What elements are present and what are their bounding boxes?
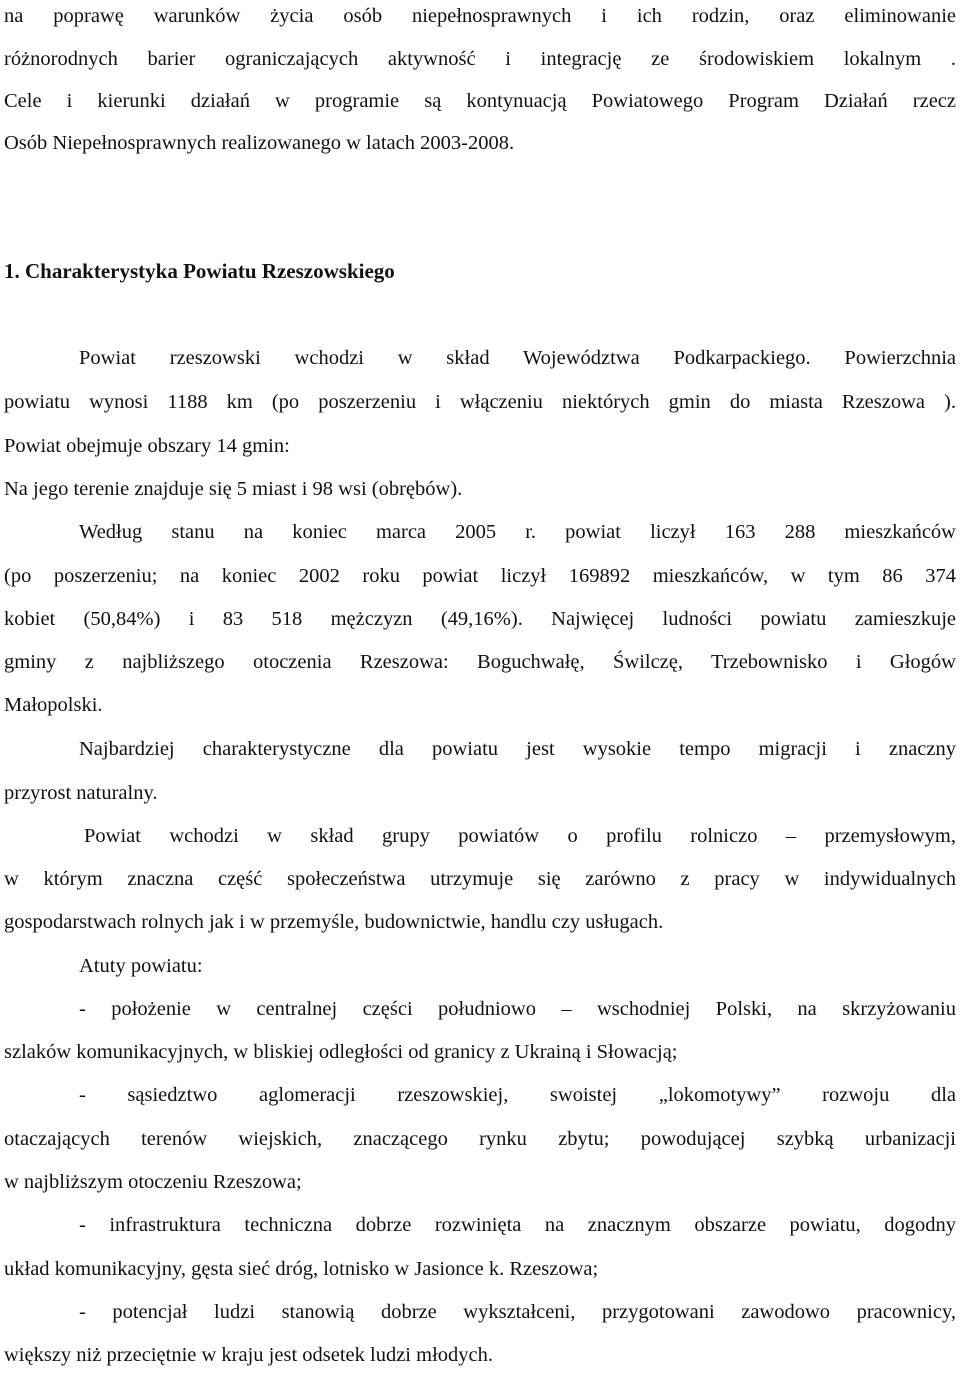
list-item-line: - potencjał ludzi stanowią dobrze wykształceni, przygotowani zawodowo pracownicy, — [79, 1301, 956, 1323]
intro-line: Cele i kierunki działań w programie są kontynuacją Powiatowego Program Działań rzecz — [4, 90, 956, 112]
list-item-line: w najbliższym otoczeniu Rzeszowa; — [4, 1171, 302, 1193]
list-item-line: układ komunikacyjny, gęsta sieć dróg, lotnisko w Jasionce k. Rzeszowa; — [4, 1258, 599, 1280]
list-item-line: - infrastruktura techniczna dobrze rozwinięta na znacznym obszarze powiatu, dogodny — [79, 1214, 956, 1236]
paragraph-line: kobiet (50,84%) i 83 518 mężczyzn (49,16%). Najwięcej ludności powiatu zamieszkuje — [4, 608, 956, 630]
paragraph-line: Na jego terenie znajduje się 5 miast i 98 wsi (obrębów). — [4, 478, 463, 500]
paragraph-line: gospodarstwach rolnych jak i w przemyśle, budownictwie, handlu czy usługach. — [4, 911, 664, 933]
list-item-line: szlaków komunikacyjnych, w bliskiej odległości od granicy z Ukrainą i Słowacją; — [4, 1041, 678, 1063]
list-item-line: - położenie w centralnej części południowo – wschodniej Polski, na skrzyżowaniu — [79, 998, 956, 1020]
paragraph-line: Małopolski. — [4, 694, 103, 716]
list-item-line: otaczających terenów wiejskich, znaczącego rynku zbytu; powodującej szybką urbanizacji — [4, 1128, 956, 1150]
paragraph-line: powiatu wynosi 1188 km (po poszerzeniu i włączeniu niektórych gmin do miasta Rzeszowa ). — [4, 391, 956, 413]
section-heading: 1. Charakterystyka Powiatu Rzeszowskiego — [4, 259, 395, 283]
paragraph-line: Według stanu na koniec marca 2005 r. powiat liczył 163 288 mieszkańców — [79, 521, 956, 543]
paragraph-line: (po poszerzeniu; na koniec 2002 roku powiat liczył 169892 mieszkańców, w tym 86 374 — [4, 565, 956, 587]
intro-line: na poprawę warunków życia osób niepełnosprawnych i ich rodzin, oraz eliminowanie — [4, 5, 956, 27]
paragraph-line: gminy z najbliższego otoczenia Rzeszowa: Boguchwałę, Świlczę, Trzebownisko i Głogów — [4, 651, 956, 673]
paragraph-line: przyrost naturalny. — [4, 782, 158, 804]
paragraph-line: Powiat rzeszowski wchodzi w skład Województwa Podkarpackiego. Powierzchnia — [79, 347, 956, 369]
paragraph-line: Powiat wchodzi w skład grupy powiatów o profilu rolniczo – przemysłowym, — [84, 825, 956, 847]
intro-line: Osób Niepełnosprawnych realizowanego w latach 2003-2008. — [4, 132, 515, 154]
list-item-line: - sąsiedztwo aglomeracji rzeszowskiej, swoistej „lokomotywy” rozwoju dla — [79, 1084, 956, 1106]
list-item-line: większy niż przeciętnie w kraju jest odsetek ludzi młodych. — [4, 1344, 493, 1366]
paragraph-line: Najbardziej charakterystyczne dla powiatu jest wysokie tempo migracji i znaczny — [79, 738, 956, 760]
intro-line: różnorodnych barier ograniczających aktywność i integrację ze środowiskiem lokalnym . — [4, 48, 956, 70]
paragraph-line: Powiat obejmuje obszary 14 gmin: — [4, 435, 290, 457]
paragraph-line: w którym znaczna część społeczeństwa utrzymuje się zarówno z pracy w indywidualnych — [4, 868, 956, 890]
paragraph-line: Atuty powiatu: — [79, 955, 203, 977]
